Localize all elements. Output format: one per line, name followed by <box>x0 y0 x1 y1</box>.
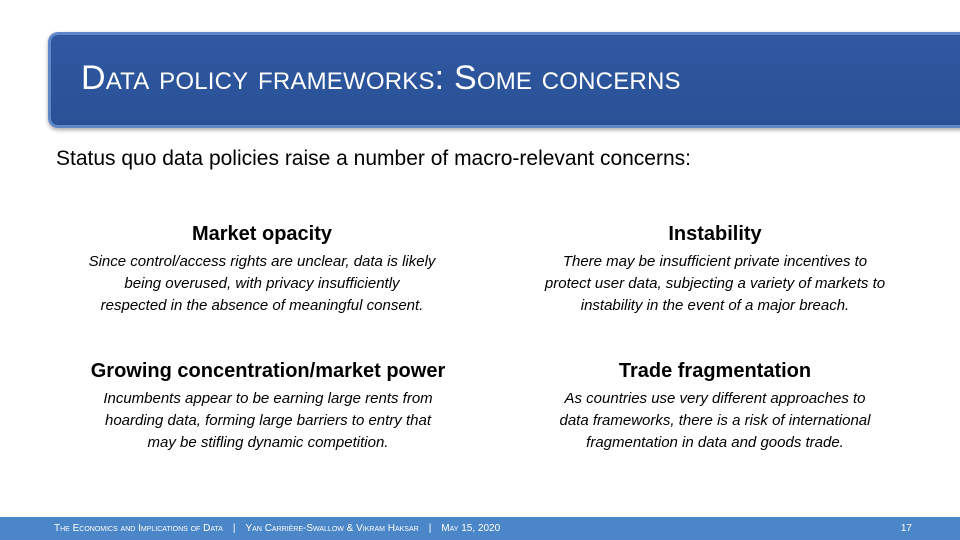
concern-heading: Market opacity <box>191 223 333 245</box>
concern-heading: Growing concentration/market power <box>90 360 446 382</box>
footer-separator: | <box>428 523 432 534</box>
concern-heading: Instability <box>668 223 762 245</box>
concern-body-line: instability in the event of a major breach. <box>580 297 850 314</box>
concern-body-line: data frameworks, there is a risk of international <box>559 412 871 429</box>
title-bar <box>48 32 960 128</box>
concern-instability <box>505 221 925 317</box>
slide-subtitle: Status quo data policies raise a number of macro-relevant concerns: <box>56 147 691 170</box>
concern-body-line: As countries use very different approaches to <box>564 390 866 407</box>
concern-body-line: fragmentation in data and goods trade. <box>586 434 844 451</box>
concern-body <box>58 388 478 454</box>
concern-body-line: There may be insufficient private incentives to <box>562 253 868 270</box>
concern-body-line: may be stifling dynamic competition. <box>147 434 389 451</box>
footer-bar <box>0 517 960 540</box>
concern-growing-concentration <box>58 358 478 454</box>
concern-body-line: respected in the absence of meaningful consent. <box>100 297 424 314</box>
concern-heading: Trade fragmentation <box>618 360 812 382</box>
concern-body <box>52 251 472 317</box>
concern-body <box>505 251 925 317</box>
footer-text <box>54 523 500 534</box>
concern-body-line: Since control/access rights are unclear, data is likely <box>88 253 436 270</box>
slide-title: Data policy frameworks: Some concerns <box>81 59 681 97</box>
concern-market-opacity <box>52 221 472 317</box>
footer-date: May 15, 2020 <box>441 523 501 534</box>
concern-body-line: being overused, with privacy insufficiently <box>124 275 400 292</box>
footer-separator: | <box>232 523 236 534</box>
concern-body <box>505 388 925 454</box>
concern-body-line: hoarding data, forming large barriers to entry that <box>104 412 431 429</box>
footer-authors: Yan Carrière-Swallow & Vikram Haksar <box>245 523 419 534</box>
concern-body-line: protect user data, subjecting a variety of markets to <box>544 275 886 292</box>
footer-presentation-title: The Economics and Implications of Data <box>54 523 223 534</box>
concern-trade-fragmentation <box>505 358 925 454</box>
page-number: 17 <box>900 523 912 534</box>
concern-body-line: Incumbents appear to be earning large rents from <box>103 390 433 407</box>
